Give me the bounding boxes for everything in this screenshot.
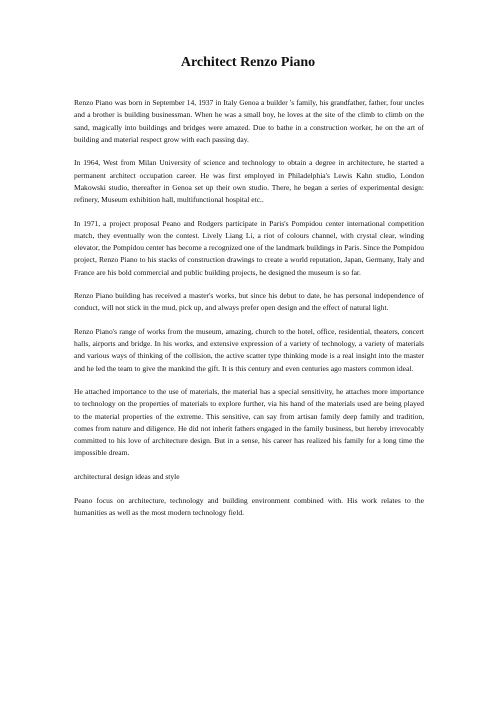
document-body [74,97,424,530]
paragraph-early-life: Renzo Piano was born in September 14, 1937 in Italy Genoa a builder 's family, his grandfather, father, four uncles and a brother is building businessman. When he was a small boy, he loves at the site of the climb to climb on the sand, magically into buildings and bridges were amazed. Due to bathe in a construction worker, he on the art of building and material respect grow with each passing day. [74,98,424,144]
paragraph-independence: Renzo Piano building has received a master's works, but since his debut to date, he has personal independence of conduct, will not stick in the mud, pick up, and always prefer open design and the effect of natural light. [74,291,424,313]
paragraph-education-career: In 1964, West from Milan University of science and technology to obtain a degree in architecture, he started a permanent architect occupation career. He was first employed in Philadelphia's Lewis Kahn studio, London Makowski studio, thereafter in Genoa set up their own studio. There, he began a series of experimental design: refinery, Museum exhibition hall, multifunctional hospital etc.. [74,158,424,205]
document-title: Architect Renzo Piano [180,55,316,70]
section-heading-design-ideas: architectural design ideas and style [74,472,180,482]
paragraph-design-focus: Peano focus on architecture, technology and building environment combined with. His work relates to the humanities as well as the most modern technology field. [74,495,424,517]
paragraph-pompidou-center: In 1971, a project proposal Peano and Rodgers participate in Paris's Pompidou center international competition match, they eventually won the contest. Lively Liang Li, a riot of colours channel, with crystal clear, winding elevator, the Pompidou center has become a recognized one of the landmark buildings in Paris. Since the Pompidou project, Renzo Piano to his stacks of construction drawings to create a world reputation, Japan, Germany, Italy and France are his bold commercial and public building projects, he designed the museum is so far. [74,218,424,277]
paragraph-range-of-works: Renzo Piano's range of works from the museum, amazing, church to the hotel, office, residential, theaters, concert halls, airports and bridge. In his works, and extensive expression of a variety of technology, a variety of materials and various ways of thinking of the collision, the active scatter type thinking mode is a real insight into the master and he led the team to give the mankind the gift. It is this century and even centuries ago masters common ideal. [74,326,424,373]
paragraph-materials: He attached importance to the use of materials, the material has a special sensitivity, he attaches more importance to technology on the properties of materials to explore further, via his hand of the materials used are being played to the material properties of the extreme. This sensitive, can say from artisan family deep family and tradition, comes from nature and diligence. He did not inherit fathers engaged in the family business, but hereby irrevocably committed to his love of architecture design. But in a sense, his career has realized his family for a long time the impossible dream. [74,387,424,458]
